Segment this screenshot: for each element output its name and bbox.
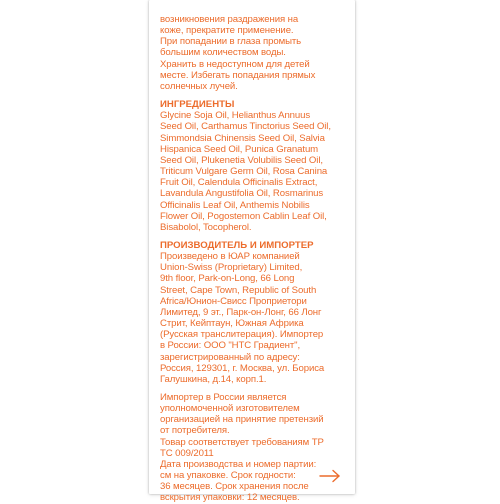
arrow-right-icon — [319, 469, 341, 483]
manufacturer-line: зарегистрированный по адресу: — [160, 351, 300, 363]
manufacturer-line: Произведено в ЮАР компанией — [160, 251, 300, 263]
manufacturer-line: 9th floor, Park-on-Long, 66 Long — [160, 273, 295, 285]
notes-line: см на упаковке. Срок годности: — [160, 470, 296, 482]
warning-line: большим количеством воды. — [160, 47, 286, 59]
ingredients-section — [160, 99, 355, 233]
product-label-panel — [149, 0, 355, 504]
ingredients-line: Glycine Soja Oil, Helianthus Annuus — [160, 110, 311, 122]
warning-line: возникновения раздражения на — [160, 14, 299, 25]
ingredients-line: Simmondsia Chinensis Seed Oil, Salvia — [160, 132, 325, 144]
manufacturer-heading: ПРОИЗВОДИТЕЛЬ И ИМПОРТЕР — [160, 239, 314, 251]
manufacturer-line: Union-Swiss (Proprietary) Limited, — [160, 262, 303, 274]
manufacturer-line: Street, Cape Town, Republic of South — [160, 284, 317, 296]
ingredients-heading: ИНГРЕДИЕНТЫ — [160, 99, 235, 111]
notes-line: 36 месяцев. Срок хранения после — [160, 481, 309, 493]
ingredients-line: Flower Oil, Pogostemon Cablin Leaf Oil, — [160, 210, 327, 222]
ingredients-line: Triticum Vulgare Germ Oil, Rosa Canina — [160, 166, 328, 178]
notes-line: организацией на принятие претензий — [160, 414, 324, 426]
manufacturer-line: Стрит, Кейптаун, Южная Африка — [160, 318, 304, 330]
manufacturer-line: Галушкина, д.14, корп.1. — [160, 373, 267, 385]
notes-line: от потребителя. — [160, 425, 230, 437]
warning-line: месте. Избегать попадания прямых — [160, 69, 316, 81]
ingredients-line: Lavandula Angustifolia Oil, Rosmarinus — [160, 188, 324, 200]
notes-line: вскрытия упаковки: 12 месяцев. — [160, 492, 300, 504]
warning-line: коже, прекратите применение. — [160, 25, 294, 37]
notes-section — [160, 392, 355, 504]
notes-line: уполномоченной изготовителем — [160, 403, 300, 415]
notes-line: ТС 009/2011 — [160, 447, 214, 459]
label-text-block — [160, 14, 355, 504]
manufacturer-line: Россия, 129301, г. Москва, ул. Бориса — [160, 362, 325, 374]
ingredients-line: Bisabolol, Tocopherol. — [160, 221, 252, 233]
ingredients-line: Seed Oil, Carthamus Tinctorius Seed Oil, — [160, 121, 331, 133]
warning-line: Хранить в недоступном для детей — [160, 58, 310, 70]
notes-line: Товар соответствует требованиям ТР — [160, 436, 324, 448]
manufacturer-line: Africa/Юнион-Свисс Проприетори — [160, 295, 307, 307]
manufacturer-line: (Русская транслитерация). Импортер — [160, 329, 324, 341]
ingredients-line: Hispanica Seed Oil, Punica Granatum — [160, 143, 319, 155]
manufacturer-section — [160, 240, 355, 385]
manufacturer-line: в России: ООО "НТС Градиент", — [160, 340, 301, 352]
ingredients-line: Officinalis Leaf Oil, Anthemis Nobilis — [160, 199, 310, 211]
notes-line: Дата производства и номер партии: — [160, 458, 317, 470]
warning-line: солнечных лучей. — [160, 80, 238, 92]
ingredients-line: Fruit Oil, Calendula Officinalis Extract, — [160, 177, 318, 189]
ingredients-line: Seed Oil, Plukenetia Volubilis Seed Oil, — [160, 154, 323, 166]
warning-line: При попадании в глаза промыть — [160, 36, 302, 48]
notes-line: Импортер в России является — [160, 392, 287, 403]
manufacturer-line: Лимитед, 9 эт., Парк-он-Лонг, 66 Лонг — [160, 306, 322, 318]
warning-section — [160, 14, 355, 92]
